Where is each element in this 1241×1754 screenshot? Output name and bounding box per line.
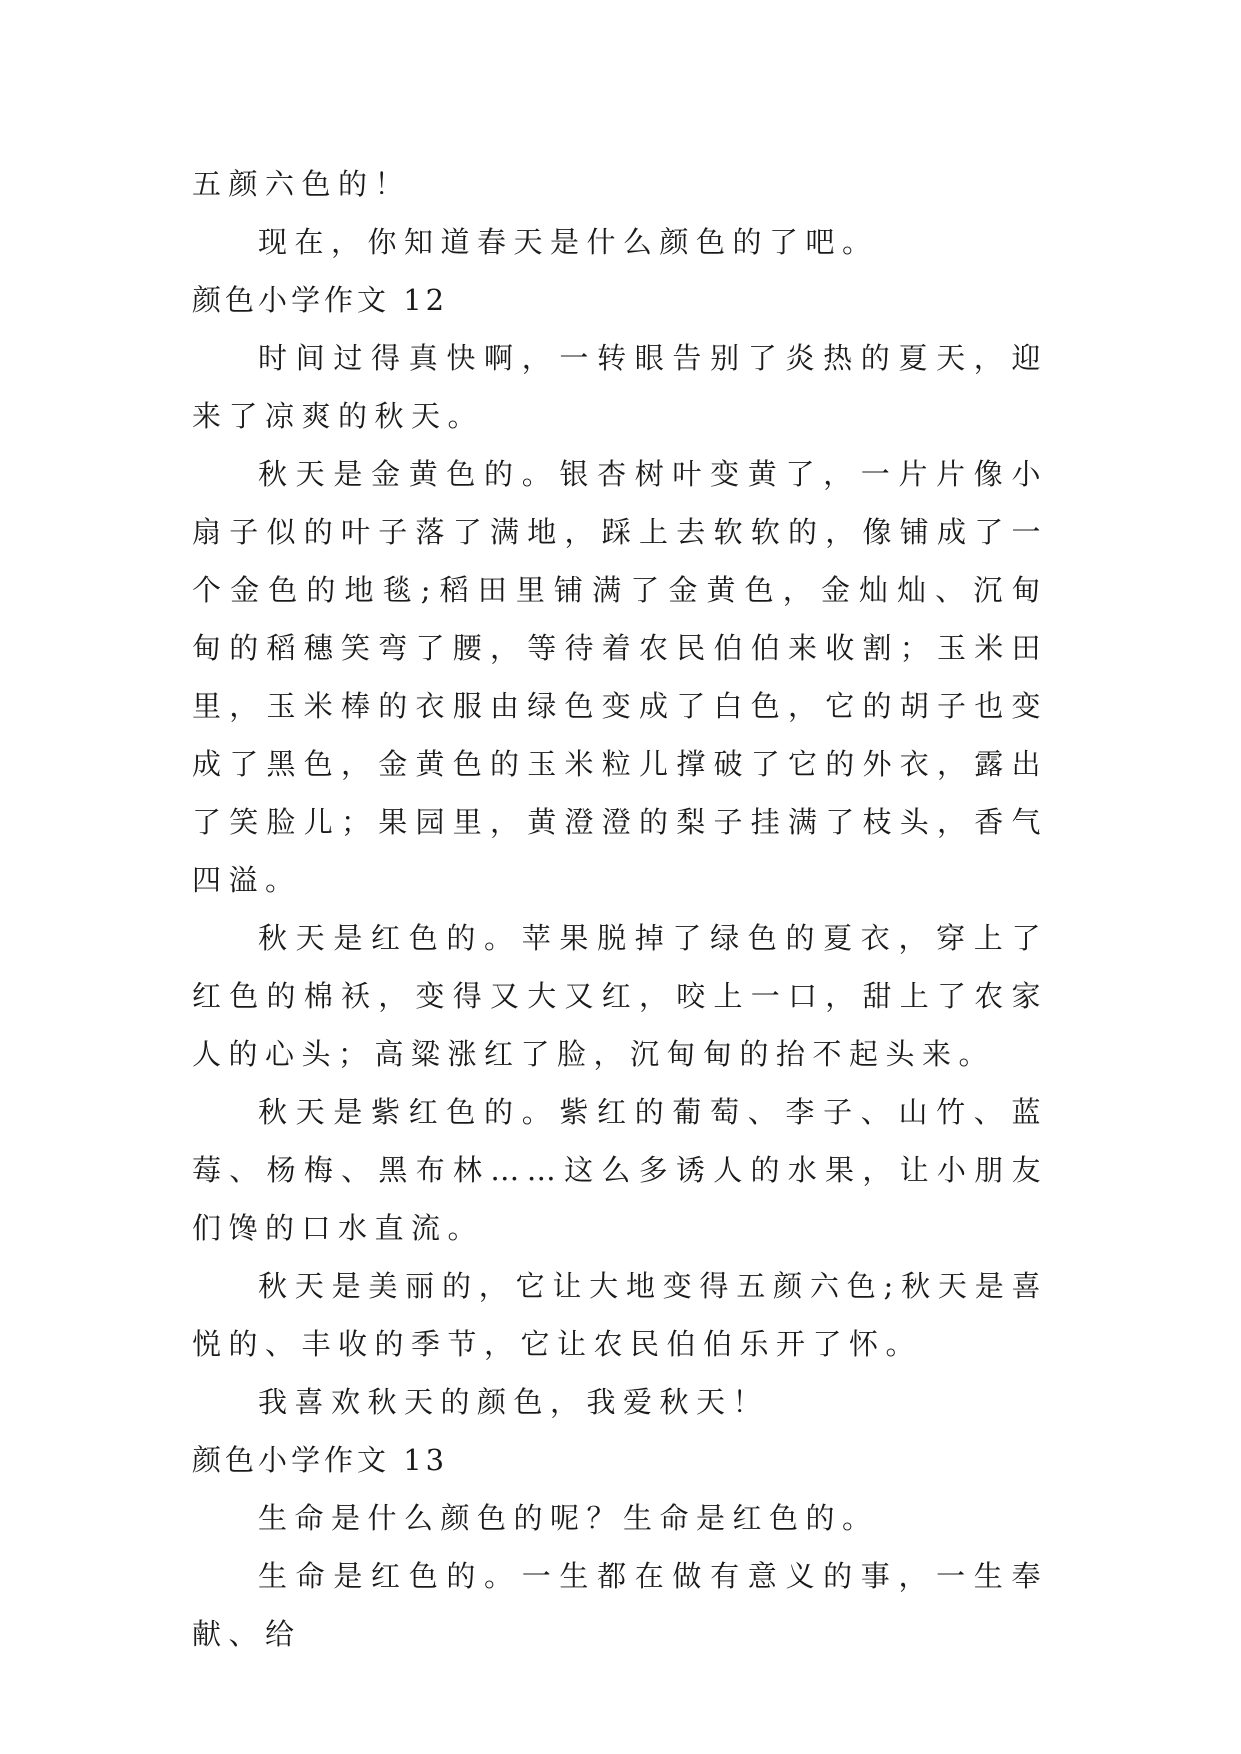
paragraph: 秋天是紫红色的。紫红的葡萄、李子、山竹、蓝莓、杨梅、黑布林……这么多诱人的水果，让小朋友们馋的口水直流。 — [192, 1095, 1048, 1245]
paragraph: 秋天是红色的。苹果脱掉了绿色的夏衣，穿上了红色的棉袄，变得又大又红，咬上一口，甜上了农家人的心头；高粱涨红了脸，沉甸甸的抬不起头来。 — [192, 921, 1048, 1071]
paragraph: 我喜欢秋天的颜色，我爱秋天！ — [258, 1385, 770, 1419]
paragraph: 秋天是金黄色的。银杏树叶变黄了，一片片像小扇子似的叶子落了满地，踩上去软软的，像铺成了一个金色的地毯;稻田里铺满了金黄色，金灿灿、沉甸甸的稻穗笑弯了腰，等待着农民伯伯来收割；玉米田里，玉米棒的衣服由绿色变成了白色，它的胡子也变成了黑色，金黄色的玉米粒儿撑破了它的外衣，露出了笑脸儿；果园里，黄澄澄的梨子挂满了枝头，香气四溢。 — [192, 457, 1048, 897]
paragraph: 生命是什么颜色的呢？生命是红色的。 — [258, 1501, 879, 1535]
paragraph: 秋天是美丽的，它让大地变得五颜六色;秋天是喜悦的、丰收的季节，它让农民伯伯乐开了怀。 — [192, 1269, 1048, 1361]
paragraph: 生命是红色的。一生都在做有意义的事，一生奉献、给 — [192, 1559, 1048, 1651]
document-page — [192, 155, 1048, 1663]
paragraph: 现在，你知道春天是什么颜色的了吧。 — [258, 225, 879, 259]
paragraph: 时间过得真快啊，一转眼告别了炎热的夏天，迎来了凉爽的秋天。 — [192, 341, 1048, 433]
section-heading: 颜色小学作文 12 — [192, 283, 449, 317]
section-heading: 颜色小学作文 13 — [192, 1443, 449, 1477]
paragraph-continuation: 五颜六色的！ — [192, 167, 412, 201]
